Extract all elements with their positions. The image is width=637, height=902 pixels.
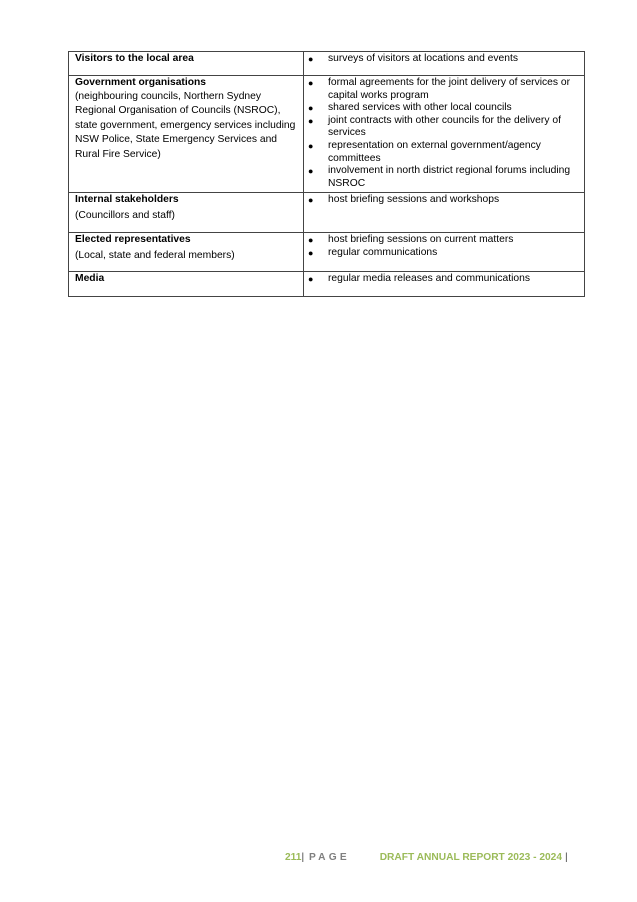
engagement-cell — [304, 272, 585, 297]
bullet-icon: ● — [308, 235, 314, 246]
table-row — [69, 272, 585, 297]
engagement-cell — [304, 52, 585, 76]
engagement-list — [304, 273, 580, 286]
list-item: ● regular communications — [308, 246, 438, 258]
stakeholder-title: Elected representatives — [75, 234, 191, 246]
bullet-icon: ● — [308, 54, 314, 64]
bullet-icon: ● — [308, 115, 314, 126]
bullet-icon: ● — [308, 78, 314, 88]
list-item: ● shared services with other local councils — [308, 102, 512, 114]
stakeholder-cell — [69, 76, 304, 193]
list-item: ● representation on external government/agency committees — [308, 139, 541, 164]
stakeholder-description: (neighbouring councils, Northern Sydney Regional Organisation of Councils (NSROC), state government, emergency services including NSW Police, State Emergency Services and Rural Fire Service) — [75, 90, 296, 160]
engagement-cell — [304, 76, 585, 193]
stakeholder-title: Internal stakeholders — [75, 194, 179, 206]
bullet-icon: ● — [308, 103, 314, 114]
stakeholder-cell — [69, 52, 304, 76]
report-title: DRAFT ANNUAL REPORT 2023 - 2024 — [379, 852, 562, 863]
stakeholder-cell — [69, 233, 304, 272]
page-word: PAGE — [308, 852, 350, 863]
list-item: ● host briefing sessions on current matters — [308, 234, 514, 246]
table-row — [69, 52, 585, 76]
bullet-icon: ● — [308, 166, 314, 177]
table-row — [69, 76, 585, 193]
stakeholder-title: Media — [75, 273, 105, 285]
engagement-list — [304, 53, 580, 66]
table-row — [69, 193, 585, 233]
bullet-icon: ● — [308, 274, 314, 285]
list-item: ● regular media releases and communications — [308, 273, 531, 285]
stakeholder-description: (Local, state and federal members) — [75, 249, 235, 261]
bullet-icon: ● — [308, 195, 314, 206]
stakeholder-cell — [69, 272, 304, 297]
engagement-list — [304, 194, 580, 207]
table-row — [69, 233, 585, 272]
engagement-cell — [304, 233, 585, 272]
stakeholder-title: Visitors to the local area — [75, 53, 194, 64]
page-number: 211 — [285, 852, 302, 863]
list-item: ● formal agreements for the joint delivery of services or capital works program — [308, 77, 571, 101]
engagement-list — [304, 77, 580, 190]
stakeholder-description: (Councillors and staff) — [75, 209, 175, 221]
list-item: ● surveys of visitors at locations and events — [308, 53, 519, 64]
engagement-cell — [304, 193, 585, 233]
list-item: ● host briefing sessions and workshops — [308, 194, 500, 206]
stakeholder-table — [68, 51, 585, 297]
engagement-list — [304, 234, 580, 259]
page-footer — [285, 852, 568, 863]
page-separator: | — [301, 852, 305, 863]
list-item: ● involvement in north district regional forums including NSROC — [308, 165, 571, 189]
bullet-icon: ● — [308, 247, 314, 258]
list-item: ● joint contracts with other councils for the delivery of services — [308, 114, 561, 139]
report-separator: | — [565, 852, 568, 863]
stakeholder-title: Government organisations — [75, 77, 207, 88]
bullet-icon: ● — [308, 140, 314, 151]
stakeholder-cell — [69, 193, 304, 233]
